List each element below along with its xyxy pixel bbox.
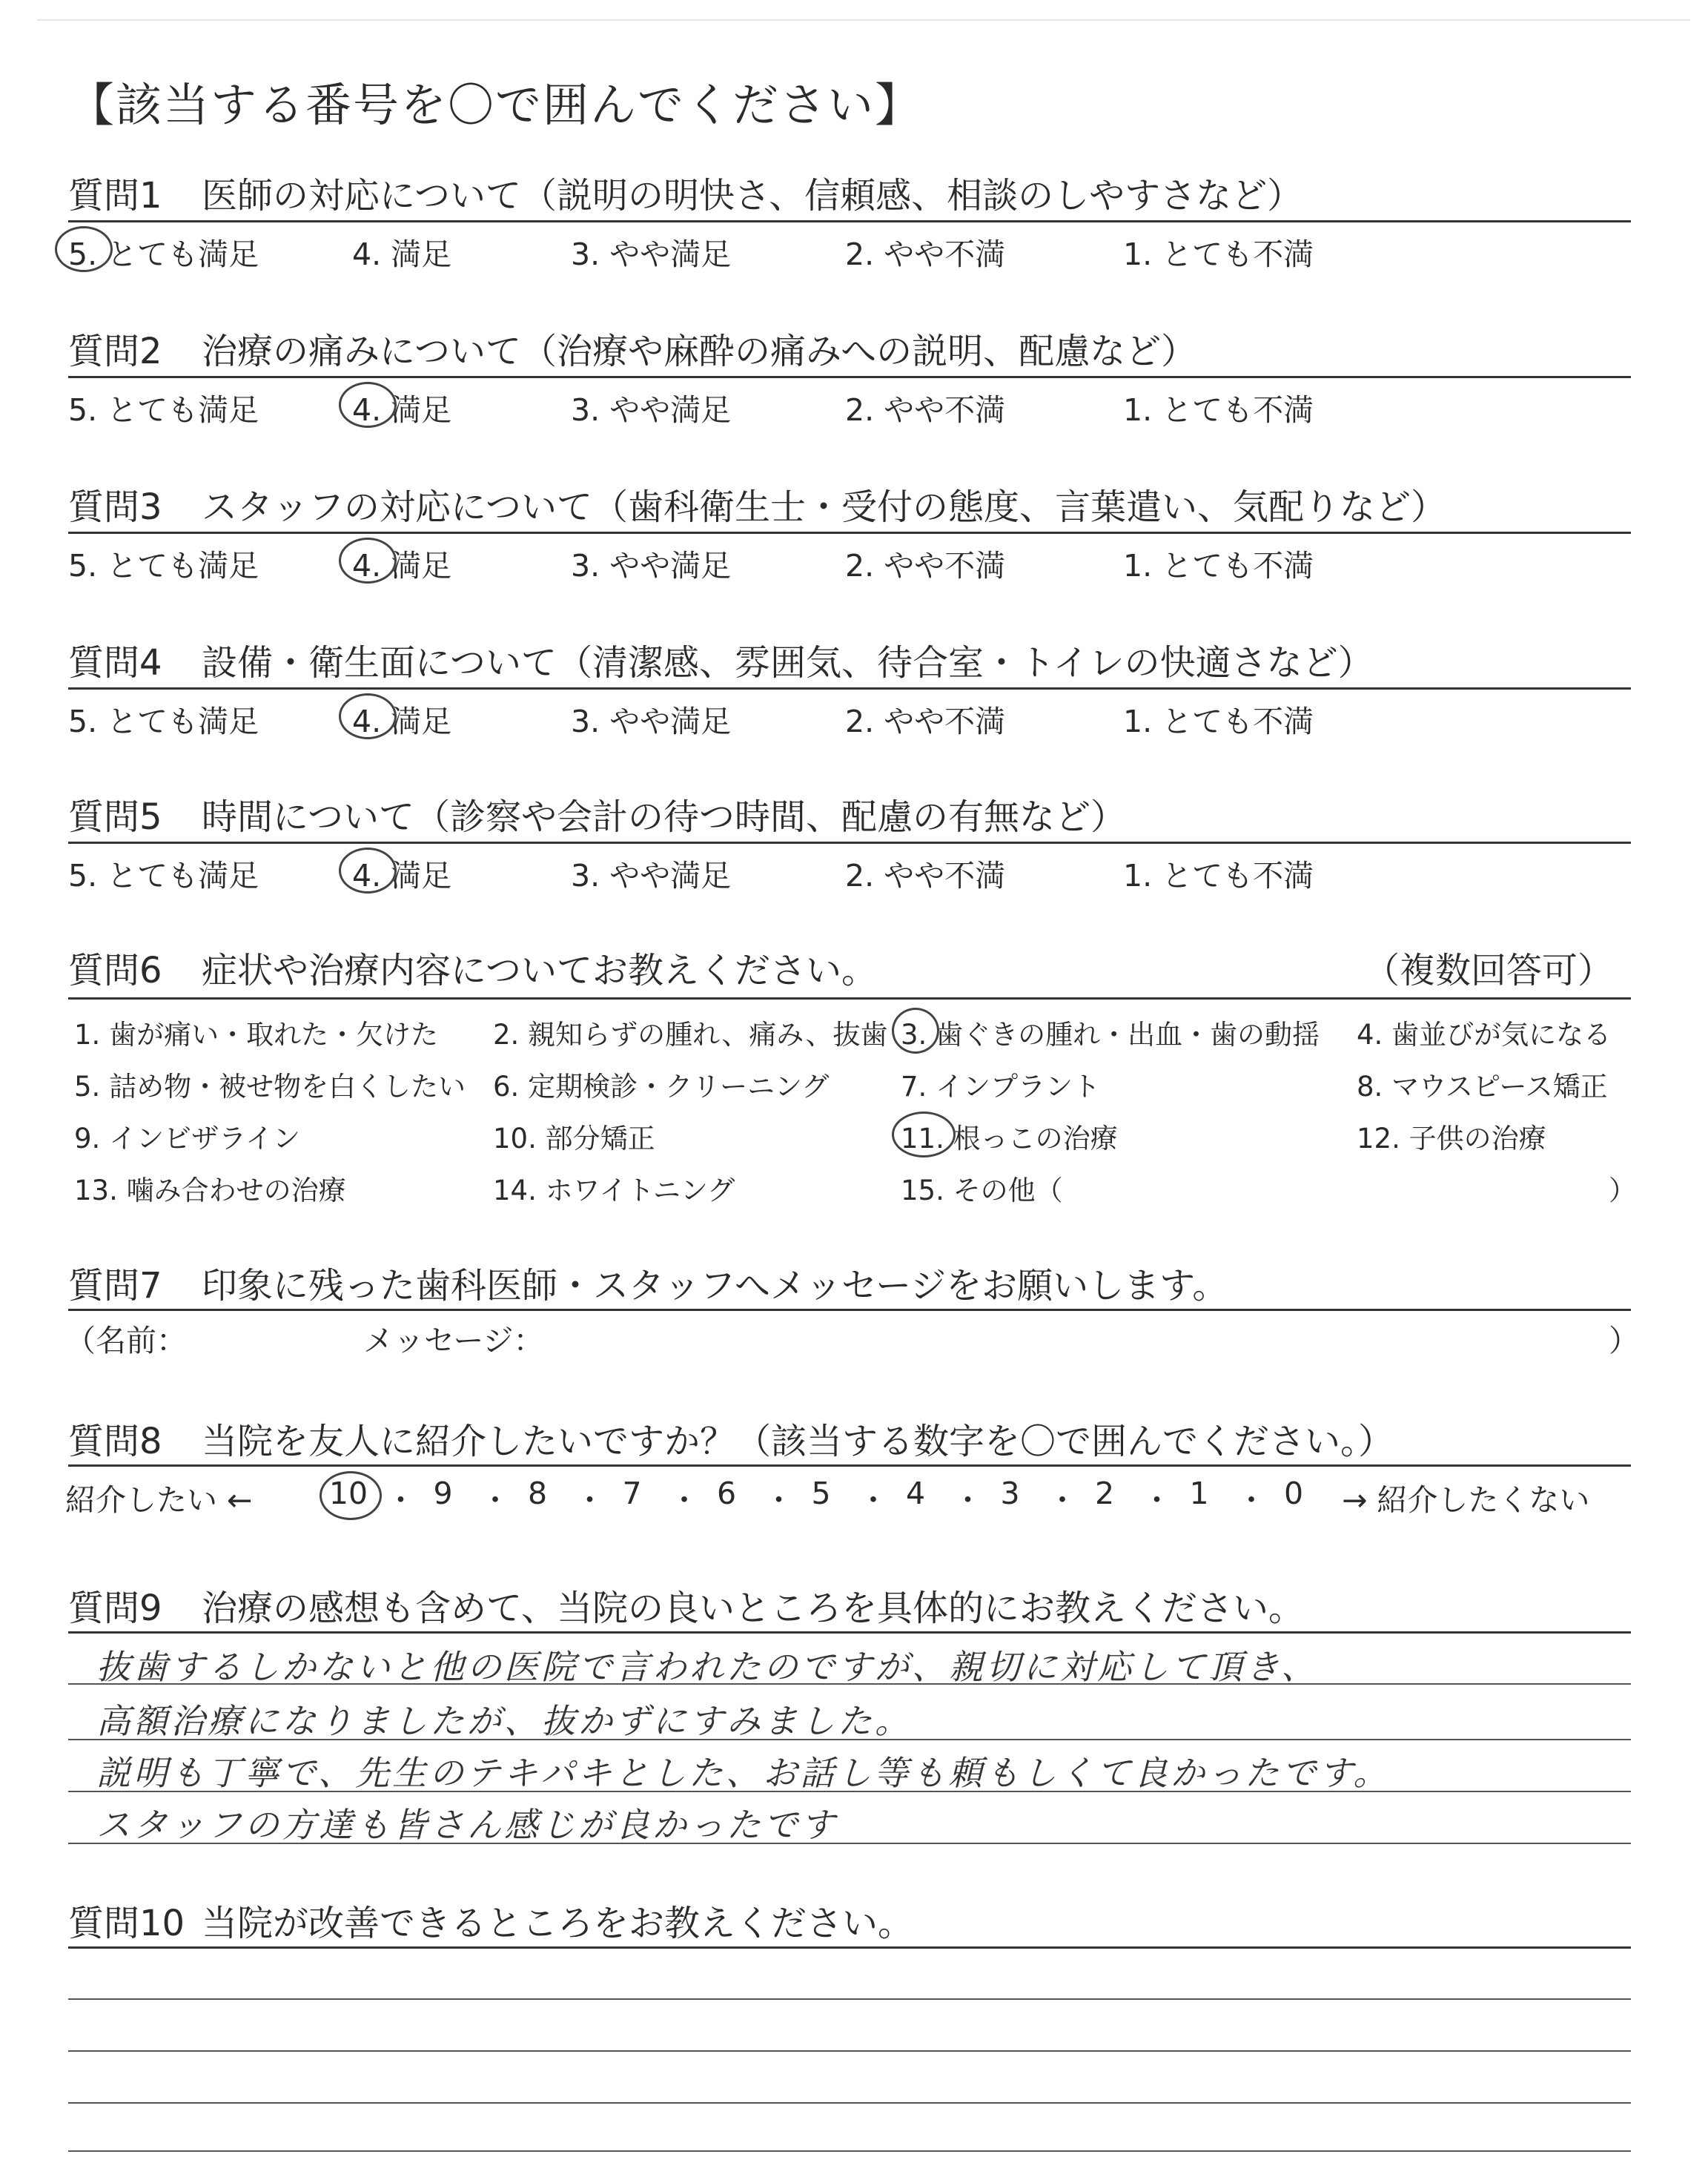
rating-option[interactable]: 2. やや不満 (845, 392, 1006, 428)
symptom-option[interactable]: 9. インビザライン (74, 1123, 300, 1155)
recommend-score[interactable]: 1 (1189, 1476, 1209, 1511)
rating-option[interactable]: 1. とても不満 (1123, 237, 1314, 272)
selected-answer-circle (339, 693, 397, 739)
recommend-score[interactable]: 7 (622, 1476, 642, 1511)
rating-option[interactable]: 1. とても不満 (1123, 392, 1314, 428)
scale-separator: ・ (858, 1482, 889, 1518)
message-close-paren: ） (1609, 1323, 1639, 1358)
question-9-rule (68, 1631, 1631, 1634)
not-recommend-label: → 紹介したくない (1342, 1482, 1590, 1518)
question-1-title (68, 167, 1302, 218)
recommend-score[interactable]: 10 (328, 1476, 368, 1511)
symptom-option[interactable]: 4. 歯並びが気になる (1357, 1019, 1612, 1051)
answer-line (68, 1998, 1631, 2000)
rating-option[interactable]: 5. とても満足 (68, 704, 259, 739)
symptom-option[interactable]: 1. 歯が痛い・取れた・欠けた (74, 1019, 439, 1051)
question-7-rule (68, 1309, 1631, 1311)
scale-separator: ・ (669, 1482, 700, 1518)
question-3-title (68, 478, 1446, 529)
page-title: 【該当する番号を〇で囲んでください】 (68, 78, 923, 132)
scale-separator: ・ (764, 1482, 794, 1518)
rating-option[interactable]: 5. とても満足 (68, 237, 259, 272)
question-2-rule (68, 376, 1631, 378)
question-8-title (68, 1413, 1394, 1464)
symptom-option[interactable]: 5. 詰め物・被せ物を白くしたい (74, 1071, 466, 1103)
page-top-edge (37, 19, 1690, 21)
rating-option[interactable]: 5. とても満足 (68, 548, 259, 584)
symptom-option[interactable]: 15. その他（ (901, 1175, 1063, 1206)
rating-option[interactable]: 2. やや不満 (845, 704, 1006, 739)
question-10-title (68, 1895, 913, 1946)
rating-option[interactable]: 3. やや満足 (571, 392, 732, 428)
rating-option[interactable]: 5. とても満足 (68, 392, 259, 428)
recommend-label: 紹介したい ← (65, 1482, 253, 1518)
rating-option[interactable]: 4. 満足 (352, 858, 452, 894)
recommend-score[interactable]: 5 (811, 1476, 831, 1511)
scale-separator: ・ (575, 1482, 605, 1518)
question-4-title (68, 634, 1374, 685)
handwritten-answer-line-4: スタッフの方達も皆さん感じが良かったです (96, 1805, 838, 1845)
name-label: （名前： (65, 1323, 187, 1358)
symptom-option[interactable]: 8. マウスピース矯正 (1357, 1071, 1608, 1103)
scale-separator: ・ (480, 1482, 511, 1518)
question-10-rule (68, 1946, 1631, 1949)
question-text: 時間について（診察や会計の待つ時間、配慮の有無など） (202, 796, 1127, 838)
handwritten-answer-line-2: 高額治療になりましたが、抜かずにすみました。 (96, 1701, 912, 1741)
scale-separator: ・ (953, 1482, 983, 1518)
symptom-option[interactable]: 7. インプラント (901, 1071, 1101, 1103)
handwritten-answer-line-1: 抜歯するしかないと他の医院で言われたのですが、親切に対応して頂き、 (96, 1647, 1319, 1687)
answer-line (68, 2050, 1631, 2052)
answer-line (68, 2150, 1631, 2152)
question-8-rule (68, 1464, 1631, 1467)
recommend-score[interactable]: 9 (433, 1476, 453, 1511)
question-number: 質問2 (68, 331, 162, 372)
question-number: 質問3 (68, 486, 162, 528)
question-4-rule (68, 687, 1631, 690)
rating-option[interactable]: 3. やや満足 (571, 704, 732, 739)
symptom-option[interactable]: 10. 部分矯正 (493, 1123, 655, 1155)
selected-answer-circle (339, 382, 397, 428)
answer-line (68, 2102, 1631, 2104)
symptom-option[interactable]: 11. 根っこの治療 (901, 1123, 1118, 1155)
recommend-score[interactable]: 4 (905, 1476, 926, 1511)
symptom-option[interactable]: 12. 子供の治療 (1357, 1123, 1546, 1155)
rating-option[interactable]: 1. とても不満 (1123, 858, 1314, 894)
scale-separator: ・ (1047, 1482, 1078, 1518)
question-number: 質問1 (68, 175, 162, 217)
question-number: 質問7 (68, 1265, 162, 1307)
question-text: 医師の対応について（説明の明快さ、信頼感、相談のしやすさなど） (202, 175, 1303, 217)
question-5-title (68, 788, 1126, 839)
question-text: 治療の痛みについて（治療や麻酔の痛みへの説明、配慮など） (202, 331, 1197, 372)
question-6-title (68, 942, 877, 993)
question-text: 治療の感想も含めて、当院の良いところを具体的にお教えください。 (202, 1588, 1305, 1629)
question-7-title (68, 1257, 1228, 1308)
selected-answer-circle (55, 226, 113, 272)
rating-option[interactable]: 2. やや不満 (845, 858, 1006, 894)
question-text: 印象に残った歯科医師・スタッフへメッセージをお願いします。 (202, 1265, 1228, 1307)
rating-option[interactable]: 1. とても不満 (1123, 548, 1314, 584)
rating-option[interactable]: 4. 満足 (352, 548, 452, 584)
question-number: 質問6 (68, 950, 162, 991)
scale-separator: ・ (1236, 1482, 1267, 1518)
recommend-score[interactable]: 6 (716, 1476, 737, 1511)
selected-answer-circle (320, 1471, 382, 1520)
question-1-rule (68, 220, 1631, 222)
rating-option[interactable]: 4. 満足 (352, 392, 452, 428)
rating-option[interactable]: 5. とても満足 (68, 858, 259, 894)
rating-option[interactable]: 2. やや不満 (845, 548, 1006, 584)
question-text: 当院が改善できるところをお教えください。 (202, 1903, 914, 1944)
question-2-title (68, 323, 1196, 374)
handwritten-answer-line-3: 説明も丁寧で、先生のテキパキとした、お話し等も頼もしくて良かったです。 (96, 1753, 1391, 1793)
selected-answer-circle (892, 1112, 956, 1157)
question-number: 質問4 (68, 642, 162, 684)
symptom-option[interactable]: 3. 歯ぐきの腫れ・出血・歯の動揺 (901, 1019, 1320, 1051)
question-9-title (68, 1579, 1304, 1631)
recommend-score[interactable]: 2 (1094, 1476, 1115, 1511)
question-number: 質問5 (68, 796, 162, 838)
scale-separator: ・ (1142, 1482, 1172, 1518)
question-3-rule (68, 532, 1631, 534)
symptom-option[interactable]: 14. ホワイトニング (493, 1175, 735, 1206)
rating-option[interactable]: 3. やや満足 (571, 237, 732, 272)
selected-answer-circle (339, 848, 397, 894)
rating-option[interactable]: 3. やや満足 (571, 858, 732, 894)
symptom-option[interactable]: 2. 親知らずの腫れ、痛み、抜歯 (493, 1019, 888, 1051)
question-text: 症状や治療内容についてお教えください。 (202, 950, 878, 991)
recommend-score[interactable]: 0 (1283, 1476, 1304, 1511)
symptom-option[interactable]: 13. 噛み合わせの治療 (74, 1175, 346, 1206)
other-close-paren: ） (1609, 1175, 1636, 1206)
recommend-score[interactable]: 8 (527, 1476, 548, 1511)
question-text: スタッフの対応について（歯科衛生士・受付の態度、言葉遣い、気配りなど） (202, 486, 1447, 528)
rating-option[interactable]: 2. やや不満 (845, 237, 1006, 272)
multiple-answer-note: （複数回答可） (1364, 950, 1614, 991)
question-number: 質問9 (68, 1588, 162, 1629)
rating-option[interactable]: 3. やや満足 (571, 548, 732, 584)
rating-option[interactable]: 4. 満足 (352, 704, 452, 739)
symptom-option[interactable]: 6. 定期検診・クリーニング (493, 1071, 830, 1103)
recommend-score[interactable]: 3 (1000, 1476, 1020, 1511)
rating-option[interactable]: 4. 満足 (352, 237, 452, 272)
question-text: 設備・衛生面について（清潔感、雰囲気、待合室・トイレの快適さなど） (202, 642, 1374, 684)
rating-option[interactable]: 1. とても不満 (1123, 704, 1314, 739)
selected-answer-circle (339, 538, 397, 584)
question-number: 質問8 (68, 1421, 162, 1462)
scale-separator: ・ (385, 1482, 416, 1518)
message-label: メッセージ： (363, 1323, 544, 1358)
question-text: 当院を友人に紹介したいですか？（該当する数字を〇で囲んでください。） (202, 1421, 1394, 1462)
selected-answer-circle (892, 1008, 939, 1054)
question-6-rule (68, 997, 1631, 1000)
question-number: 質問10 (68, 1903, 185, 1944)
question-5-rule (68, 842, 1631, 844)
